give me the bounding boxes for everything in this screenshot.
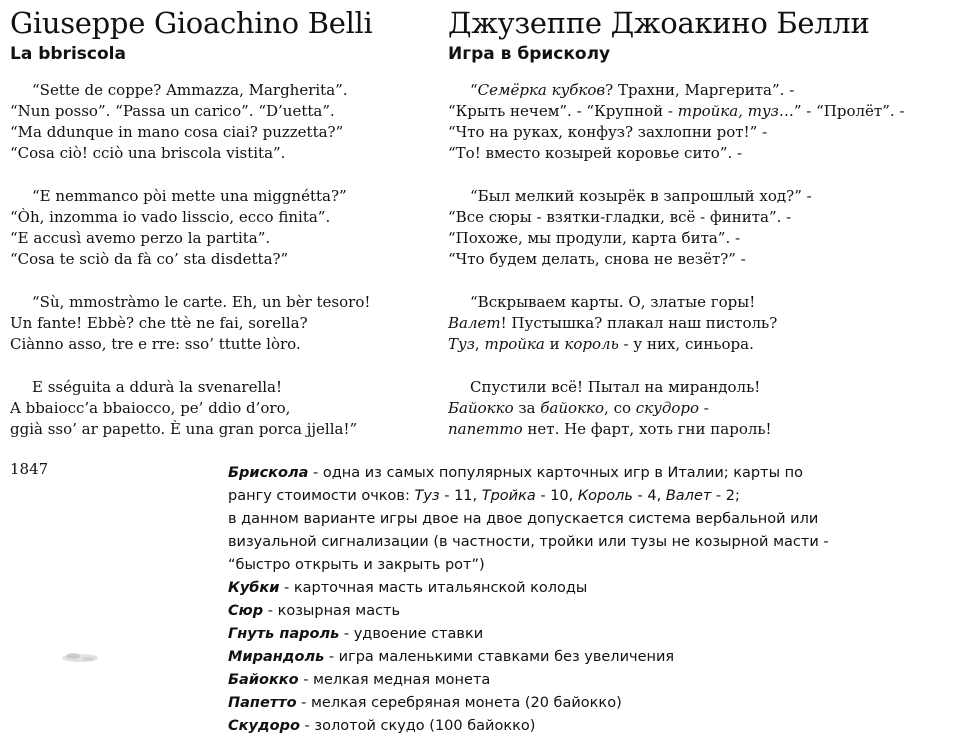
glossary-term: Брискола: [228, 465, 309, 481]
card-name: Король: [577, 488, 633, 504]
verse-text: ” - “Пролёт”. -: [793, 102, 905, 120]
glossary-term: Папетто: [228, 695, 297, 711]
italian-author: Giuseppe Gioachino Belli: [10, 6, 373, 40]
italic-word: Семёрка кубков: [477, 81, 606, 99]
italian-verse-line: ggià sso’ ar papetto. È una gran porca jjella!”: [10, 420, 358, 438]
russian-stanza: [448, 80, 953, 164]
italian-verse-line: “Òh, inzomma io vado lisscio, ecco finita”.: [10, 208, 331, 226]
russian-verse-line: [448, 313, 953, 334]
card-name: Тройка: [481, 488, 536, 504]
glossary-entry: [228, 462, 948, 485]
italic-word: Валет: [448, 314, 501, 332]
italian-verse-line: “E nemmanco pòi mette una miggnétta?”: [32, 187, 347, 205]
italian-column: [10, 0, 430, 462]
glossary-entry: [228, 692, 948, 715]
glossary-text: - 11,: [439, 488, 482, 504]
russian-verse-line: [448, 334, 953, 355]
glossary-text: “быстро открыть и закрыть рот”): [228, 557, 485, 573]
glossary-text: - игра маленькими ставками без увеличения: [324, 649, 675, 665]
italic-word: король: [564, 335, 619, 353]
verse-text: - у них, синьора.: [618, 335, 754, 353]
verse-text: , со: [604, 399, 636, 417]
verse-text: “Вскрываем карты. О, златые горы!: [470, 293, 756, 311]
italian-poem: [10, 80, 430, 440]
russian-stanza: [448, 292, 953, 355]
russian-verse-line: [448, 292, 953, 313]
russian-verse-line: [448, 207, 953, 228]
italian-verse-line: “Ma ddunque in mano cosa ciai? puzzetta?”: [10, 123, 344, 141]
italian-verse-line: “E accusì avemo perzo la partita”.: [10, 229, 271, 247]
glossary-term: Мирандоль: [228, 649, 325, 665]
verse-text: ,: [474, 335, 485, 353]
italic-word: тройка, туз…: [677, 102, 794, 120]
glossary-term: Скудоро: [228, 718, 300, 734]
glossary-term: Сюр: [228, 603, 264, 619]
italic-word: байокко: [540, 399, 605, 417]
glossary-text: - 10,: [535, 488, 578, 504]
verse-text: за: [513, 399, 541, 417]
russian-verse-line: [448, 186, 953, 207]
russian-verse-line: [448, 80, 953, 101]
italic-word: тройка: [484, 335, 545, 353]
card-name: Туз: [414, 488, 440, 504]
glossary-text: - козырная масть: [263, 603, 401, 619]
italic-word: Туз: [448, 335, 475, 353]
russian-author: Джузеппе Джоакино Белли: [448, 6, 870, 40]
glossary-text: - мелкая серебряная монета (20 байокко): [296, 695, 622, 711]
russian-verse-line: [448, 398, 953, 419]
verse-text: “: [470, 81, 478, 99]
glossary: [228, 462, 948, 738]
russian-poem: [448, 80, 953, 440]
verse-text: и: [544, 335, 565, 353]
russian-verse-line: [448, 249, 953, 270]
glossary-text: рангу стоимости очков:: [228, 488, 415, 504]
russian-verse-line: [448, 377, 953, 398]
glossary-term: Гнуть пароль: [228, 626, 340, 642]
italian-verse-line: A bbaiocc’a bbaiocco, pe’ ddio d’oro,: [10, 399, 291, 417]
italian-verse-line: E sséguita a ddurà la svenarella!: [32, 378, 283, 396]
russian-poem-title: Игра в брисколу: [448, 44, 611, 64]
glossary-text: визуальной сигнализации (в частности, тройки или тузы не козырной масти -: [228, 534, 829, 550]
ink-smudge: [58, 646, 102, 668]
card-name: Валет: [665, 488, 712, 504]
italic-word: Байокко: [448, 399, 514, 417]
glossary-text: - золотой скудо (100 байокко): [299, 718, 536, 734]
russian-column: [448, 0, 953, 462]
verse-text: “Что на руках, конфуз? захлопни рот!” -: [448, 123, 768, 141]
glossary-entry: [228, 485, 948, 508]
italic-word: скудоро: [635, 399, 700, 417]
verse-text: “Похоже, мы продули, карта бита”. -: [448, 229, 741, 247]
russian-verse-line: [448, 122, 953, 143]
italian-verse-line: Un fante! Ebbè? che ttè ne fai, sorella?: [10, 314, 308, 332]
italian-verse-line: “Nun posso”. “Passa un carico”. “D’uetta”.: [10, 102, 335, 120]
glossary-term: Байокко: [228, 672, 299, 688]
verse-text: Спустили всё! Пытал на мирандоль!: [470, 378, 761, 396]
glossary-entry: [228, 577, 948, 600]
glossary-text: - карточная масть итальянской колоды: [279, 580, 588, 596]
verse-text: -: [699, 399, 709, 417]
glossary-text: - удвоение ставки: [339, 626, 484, 642]
glossary-entry: [228, 623, 948, 646]
glossary-text: - 2;: [711, 488, 740, 504]
russian-verse-line: [448, 143, 953, 164]
glossary-text: в данном варианте игры двое на двое допускается система вербальной или: [228, 511, 819, 527]
glossary-entry: [228, 508, 948, 531]
glossary-entry: [228, 554, 948, 577]
glossary-entry: [228, 600, 948, 623]
italian-stanza: [10, 186, 430, 270]
italian-stanza: [10, 80, 430, 164]
glossary-entry: [228, 669, 948, 692]
russian-verse-line: [448, 419, 953, 440]
italian-poem-title: La bbriscola: [10, 44, 126, 64]
italian-stanza: [10, 377, 430, 440]
russian-stanza: [448, 186, 953, 270]
verse-text: “Был мелкий козырёк в запрошлый ход?” -: [470, 187, 812, 205]
glossary-text: - одна из самых популярных карточных игр в Италии; карты по: [308, 465, 803, 481]
glossary-text: - мелкая медная монета: [298, 672, 491, 688]
italian-verse-line: Ciànno asso, tre e rre: sso’ ttutte lòro.: [10, 335, 301, 353]
glossary-entry: [228, 646, 948, 669]
verse-text: “Все сюры - взятки-гладки, всё - финита”. -: [448, 208, 792, 226]
verse-text: ? Трахни, Маргерита”. -: [605, 81, 795, 99]
verse-text: “Крыть нечем”. - “Крупной -: [448, 102, 678, 120]
verse-text: “Что будем делать, снова не везёт?” -: [448, 250, 746, 268]
italic-word: папетто: [448, 420, 523, 438]
glossary-term: Кубки: [228, 580, 280, 596]
verse-text: ! Пустышка? плакал наш пистоль?: [500, 314, 778, 332]
italian-verse-line: “Sette de coppe? Ammazza, Margherita”.: [32, 81, 348, 99]
italian-verse-line: “Sù, mmostràmo le carte. Eh, un bèr tesoro!: [32, 293, 371, 311]
russian-stanza: [448, 377, 953, 440]
glossary-text: - 4,: [632, 488, 666, 504]
italian-verse-line: “Cosa ciò! cciò una briscola vistita”.: [10, 144, 286, 162]
italian-verse-line: “Cosa te sciò da fà co’ sta disdetta?”: [10, 250, 289, 268]
russian-verse-line: [448, 228, 953, 249]
russian-verse-line: [448, 101, 953, 122]
verse-text: нет. Не фарт, хоть гни пароль!: [522, 420, 772, 438]
glossary-entry: [228, 531, 948, 554]
italian-stanza: [10, 292, 430, 355]
glossary-entry: [228, 715, 948, 738]
year: 1847: [10, 460, 49, 478]
verse-text: “То! вместо козырей коровье сито”. -: [448, 144, 743, 162]
